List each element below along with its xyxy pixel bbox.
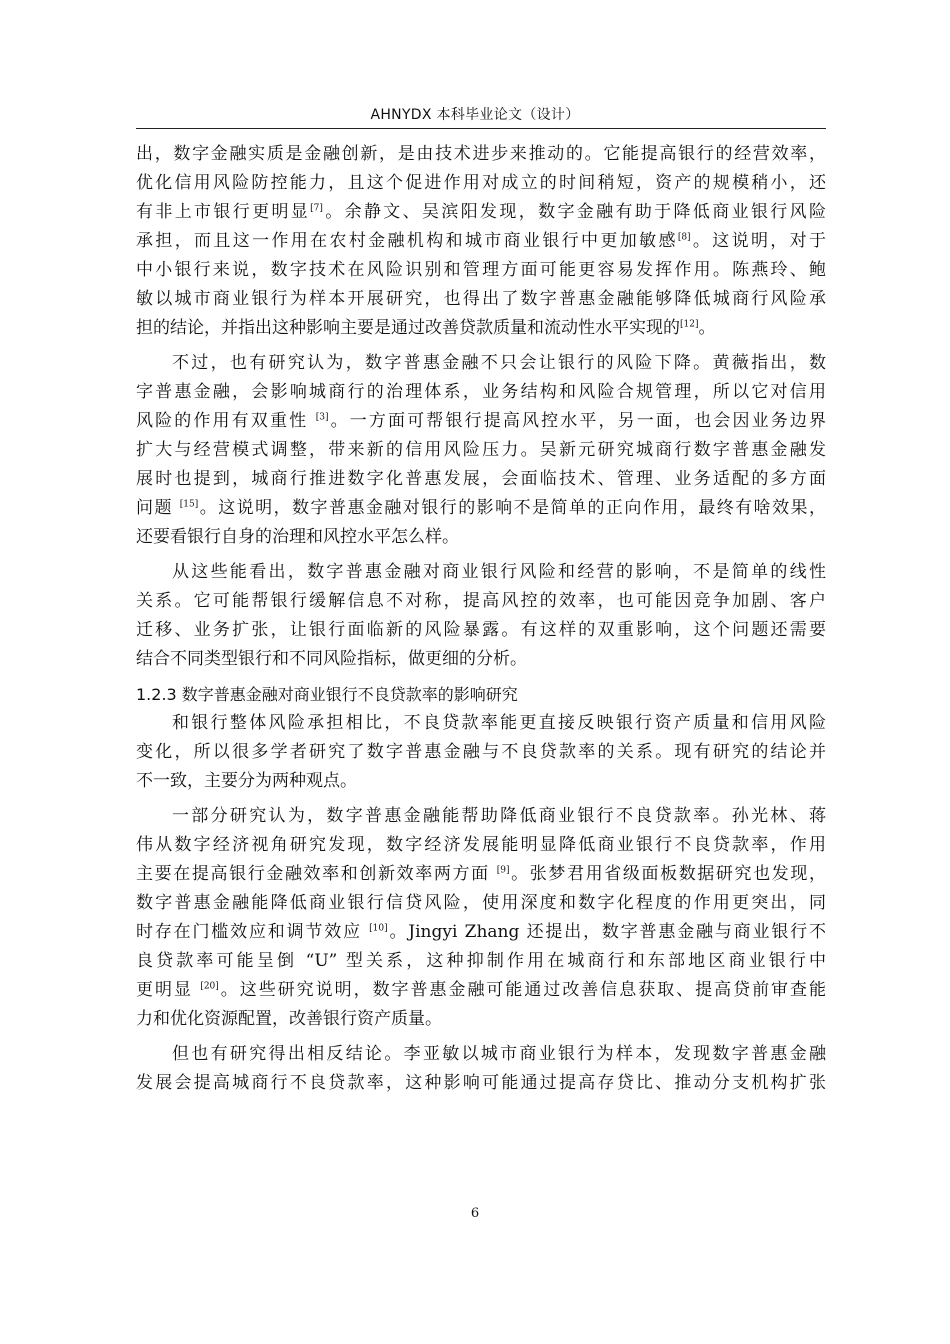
citation-ref: [20] — [200, 981, 219, 992]
text-line — [136, 831, 826, 860]
line-text: 和银行整体风险承担相比，不良贷款率能更直接反映银行资产质量和信用风险 — [172, 713, 826, 733]
text-line — [136, 860, 826, 889]
line-text: 字普惠金融，会影响城商行的治理体系，业务结构和风险合规管理，所以它对信用 — [136, 382, 826, 402]
line-text: 有非上市银行更明显 — [136, 202, 311, 222]
line-text: 关系。它可能帮银行缓解信息不对称，提高风控的效率，也可能因竞争加剧、客户 — [136, 591, 826, 611]
header-rule — [136, 128, 826, 129]
line-text-continued: 。 — [698, 318, 716, 338]
text-line — [136, 198, 826, 227]
line-text: 但也有研究得出相反结论。李亚敏以城市商业银行为样本，发现数字普惠金融 — [172, 1044, 826, 1064]
line-text-continued: 。余静文、吴滨阳发现，数字金融有助于降低商业银行风险 — [322, 202, 827, 222]
text-line — [136, 1005, 826, 1034]
text-line — [136, 587, 826, 616]
page-number: 6 — [470, 1206, 480, 1221]
paragraph — [136, 709, 826, 796]
paragraph — [136, 140, 826, 343]
line-text-continued: 。这说明，对于 — [690, 231, 827, 251]
line-text: 问题 — [136, 498, 180, 518]
line-text: 发展会提高城商行不良贷款率，这种影响可能通过提高存贷比、推动分支机构扩张 — [136, 1073, 826, 1093]
line-text: 结合不同类型银行和不同风险指标，做更细的分析。 — [136, 649, 527, 669]
citation-ref: [3] — [315, 412, 329, 423]
text-line — [136, 523, 826, 552]
text-line — [136, 140, 826, 169]
text-line — [136, 465, 826, 494]
paragraph — [136, 802, 826, 1034]
text-line — [136, 616, 826, 645]
line-text: 中小银行来说，数字技术在风险识别和管理方面可能更容易发挥作用。陈燕玲、鲍 — [136, 260, 826, 280]
text-line — [136, 767, 826, 796]
text-line — [136, 407, 826, 436]
citation-ref: [15] — [179, 499, 199, 510]
line-text-continued: 。一方面可帮银行提高风控水平，另一面，也会因业务边界 — [328, 411, 826, 431]
line-text: 迁移、业务扩张，让银行面临新的风险暴露。有这样的双重影响，这个问题还需要 — [136, 620, 826, 640]
line-text-continued: 。张梦君用省级面板数据研究也发现， — [509, 864, 827, 884]
line-text: 不过，也有研究认为，数字普惠金融不只会让银行的风险下降。黄薇指出，数 — [172, 353, 826, 373]
line-text-continued: 。这说明，数字普惠金融对银行的影响不是简单的正向作用，最终有啥效果， — [198, 498, 827, 518]
text-line — [136, 227, 826, 256]
paragraph-gap — [136, 1098, 826, 1104]
citation-ref: [7] — [310, 203, 323, 214]
text-line — [136, 947, 826, 976]
text-line — [136, 976, 826, 1005]
line-text: 更明显 — [136, 980, 201, 1000]
line-text-continued: 。Jingyi Zhang 还提出，数字普惠金融与商业银行不 — [387, 922, 826, 942]
text-line — [136, 169, 826, 198]
paragraph — [136, 349, 826, 552]
line-text-continued: 。这些研究说明，数字普惠金融可能通过改善信息获取、提高贷前审查能 — [218, 980, 827, 1000]
line-text: 展时也提到，城商行推进数字化普惠发展，会面临技术、管理、业务适配的多方面 — [136, 469, 826, 489]
text-line — [136, 709, 826, 738]
line-text: 力和优化资源配置，改善银行资产质量。 — [136, 1009, 442, 1029]
text-line — [136, 378, 826, 407]
text-line — [136, 256, 826, 285]
paragraph — [136, 1040, 826, 1098]
citation-ref: [8] — [677, 232, 691, 243]
line-text: 承担，而且这一作用在农村金融机构和城市商业银行中更加敏感 — [136, 231, 678, 251]
line-text: 一部分研究认为，数字普惠金融能帮助降低商业银行不良贷款率。孙光林、蒋 — [172, 806, 826, 826]
line-text: 敏以城市商业银行为样本开展研究，也得出了数字普惠金融能够降低城商行风险承 — [136, 289, 826, 309]
text-line — [136, 1040, 826, 1069]
paper-body — [136, 140, 826, 1104]
paragraph — [136, 558, 826, 674]
line-text: 伟从数字经济视角研究发现，数字经济发展能明显降低商业银行不良贷款率，作用 — [136, 835, 826, 855]
line-text: 变化，所以很多学者研究了数字普惠金融与不良贷款率的关系。现有研究的结论并 — [136, 742, 826, 762]
line-text: 数字普惠金融能降低商业银行信贷风险，使用深度和数字化程度的作用更突出，同 — [136, 893, 826, 913]
text-line — [136, 285, 826, 314]
citation-ref: [10] — [369, 923, 388, 934]
line-text: 风险的作用有双重性 — [136, 411, 316, 431]
text-line — [136, 494, 826, 523]
line-text: 良贷款率可能呈倒 “U” 型关系，这种抑制作用在城商行和东部地区商业银行中 — [136, 951, 826, 971]
text-line — [136, 1069, 826, 1098]
text-line — [136, 802, 826, 831]
text-line — [136, 558, 826, 587]
citation-ref: [9] — [496, 865, 510, 876]
text-line — [136, 349, 826, 378]
section-heading: 1.2.3 数字普惠金融对商业银行不良贷款率的影响研究 — [136, 685, 518, 704]
line-text: 还要看银行自身的治理和风控水平怎么样。 — [136, 527, 459, 547]
text-line — [136, 645, 826, 674]
line-text: 担的结论，并指出这种影响主要是通过改善贷款质量和流动性水平实现的 — [136, 318, 680, 338]
text-line — [136, 889, 826, 918]
line-text: 时存在门槛效应和调节效应 — [136, 922, 370, 942]
text-line — [136, 436, 826, 465]
text-line — [136, 738, 826, 767]
line-text: 主要在提高银行金融效率和创新效率两方面 — [136, 864, 497, 884]
line-text: 从这些能看出，数字普惠金融对商业银行风险和经营的影响，不是简单的线性 — [172, 562, 826, 582]
text-line — [136, 314, 826, 343]
citation-ref: [12] — [680, 319, 699, 330]
line-text: 出，数字金融实质是金融创新，是由技术进步来推动的。它能提高银行的经营效率， — [136, 144, 826, 164]
running-header: AHNYDX 本科毕业论文（设计） — [370, 107, 580, 123]
text-line — [136, 918, 826, 947]
line-text: 扩大与经营模式调整，带来新的信用风险压力。吴新元研究城商行数字普惠金融发 — [136, 440, 826, 460]
line-text: 优化信用风险防控能力，且这个促进作用对成立的时间稍短，资产的规模稍小，还 — [136, 173, 826, 193]
line-text: 不一致，主要分为两种观点。 — [136, 771, 357, 791]
